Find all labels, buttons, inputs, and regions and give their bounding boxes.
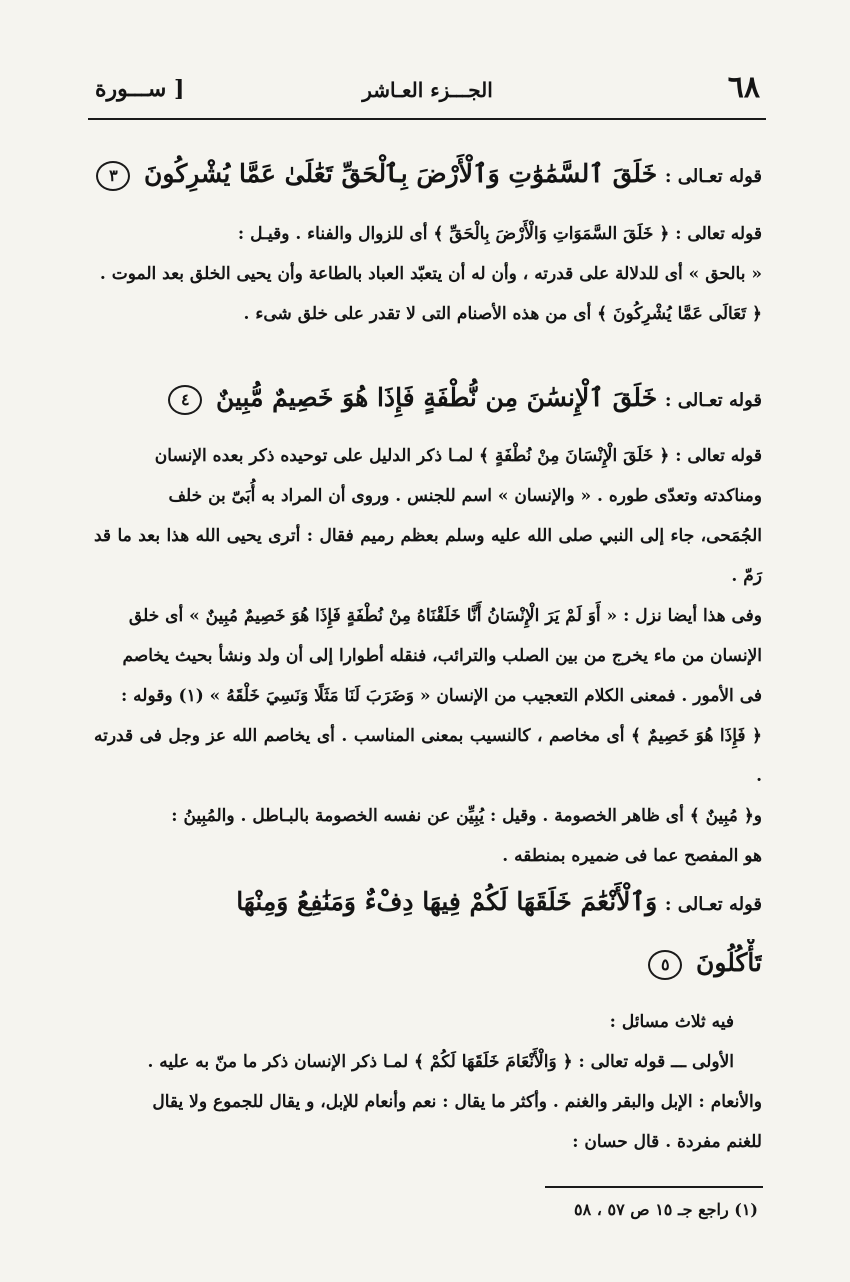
commentary-verse-3 [94,214,762,334]
paragraph-line: قوله تعالى : ﴿ خَلَقَ السَّمَوَاتِ وَالْأَرْضَ بِالْحَقِّ ﴾ أى للزوال والفناء . وقيـل : [237,224,762,244]
paragraph-line: قوله تعالى : ﴿ خَلَقَ الْإِنْسَانَ مِنْ نُطْفَةٍ ﴾ لمـا ذكر الدليل على توحيده ذكر بعده الإنسان [154,446,762,466]
verse-4-heading [94,374,762,425]
paragraph-line: ومناكدته وتعدّى طوره . « والإنسان » اسم للجنس . وروى أن المراد به أُبَىّ بن خلف [168,486,762,506]
paragraph-line: هو المفصح عما فى ضميره بمنطقه . [502,846,762,866]
commentary-verse-4 [94,436,762,876]
verse-5-heading [94,878,762,988]
paragraph-line: ﴿ فَإِذَا هُوَ خَصِيمٌ ﴾ أى مخاصم ، كالنسيب بمعنى المناسب . أى يخاصم الله عز وجل فى قدرته . [94,726,762,786]
paragraph-line: « بالحق » أى للدلالة على قدرته ، وأن له أن يتعبّد العباد بالطاعة وأن يحيى الخلق بعد الموت . [99,264,762,284]
verse-text-continued: تَأْكُلُونَ [695,948,762,977]
verse-text: خَلَقَ ٱلسَّمَٰوَٰتِ وَٱلْأَرْضَ بِٱلْحَقِّ تَعَٰلَىٰ عَمَّا يُشْرِكُونَ [144,159,658,188]
paragraph-line: والأنعام : الإبل والبقر والغنم . وأكثر ما يقال : نعم وأنعام للإبل، و يقال للجموع ولا يقال [152,1092,762,1112]
running-title: الجـــزء العـاشر [362,78,493,102]
verse-text: خَلَقَ ٱلْإِنسَٰنَ مِن نُّطْفَةٍ فَإِذَا هُوَ خَصِيمٌ مُّبِينٌ [215,383,658,412]
paragraph-line: وفى هذا أيضا نزل : « أَوَ لَمْ يَرَ الْإِنْسَانُ أَنَّا خَلَقْنَاهُ مِنْ نُطْفَةٍ فَإِذَا هُوَ خَصِيمٌ مُبِينٌ » أى خلق [128,606,762,626]
paragraph-line: للغنم مفردة . قال حسان : [572,1132,762,1152]
paragraph-line: الأولى ـــ قوله تعالى : ﴿ وَالْأَنْعَامَ خَلَقَهَا لَكُمْ ﴾ لمـا ذكر الإنسان ذكر ما منّ به عليه . [147,1052,734,1072]
verse-number-marker: ٥ [648,950,682,980]
verse-text: وَٱلْأَنْعَٰمَ خَلَقَهَا لَكُمْ فِيهَا دِفْءٌ وَمَنَٰفِعُ وَمِنْهَا [236,887,658,916]
commentary-verse-5 [94,1002,762,1162]
page-number: ٦٨ [727,70,760,105]
paragraph-intro: فيه ثلاث مسائل : [609,1012,734,1032]
verse-number-marker: ٤ [168,385,202,415]
verse-number-marker: ٣ [96,161,130,191]
verse-lead: قوله تعـالى : [664,390,762,411]
paragraph-line: فى الأمور . فمعنى الكلام التعجيب من الإنسان « وَضَرَبَ لَنَا مَثَلًا وَنَسِيَ خَلْقَهُ » (١) وقوله : [120,686,762,706]
section-label: [ ســـورة [95,76,185,102]
footnote-rule [545,1186,763,1188]
page-header [95,62,760,112]
paragraph-line: الجُمَحى، جاء إلى النبي صلى الله عليه وسلم بعظم رميم فقال : أترى يحيى الله هذا بعد ما قد رَمّ . [94,526,762,586]
paragraph-line: و﴿ مُبِينٌ ﴾ أى ظاهر الخصومة . وقيل : يُبِيِّن عن نفسه الخصومة بالبـاطل . والمُبِينُ : [171,806,762,826]
paragraph-line: الإنسان من ماء يخرج من بين الصلب والترائب، فنقله أطوارا إلى أن ولد ونشأ بحيث يخاصم [122,646,762,666]
footnote: (١) راجع جـ ١٥ ص ٥٧ ، ٥٨ [574,1200,758,1219]
header-rule [88,118,766,120]
verse-3-heading [94,150,762,201]
verse-lead: قوله تعـالى : [664,166,762,187]
paragraph-line: ﴿ تَعَالَى عَمَّا يُشْرِكُونَ ﴾ أى من هذه الأصنام التى لا تقدر على خلق شىء . [243,304,762,324]
verse-lead: قوله تعـالى : [664,894,762,915]
